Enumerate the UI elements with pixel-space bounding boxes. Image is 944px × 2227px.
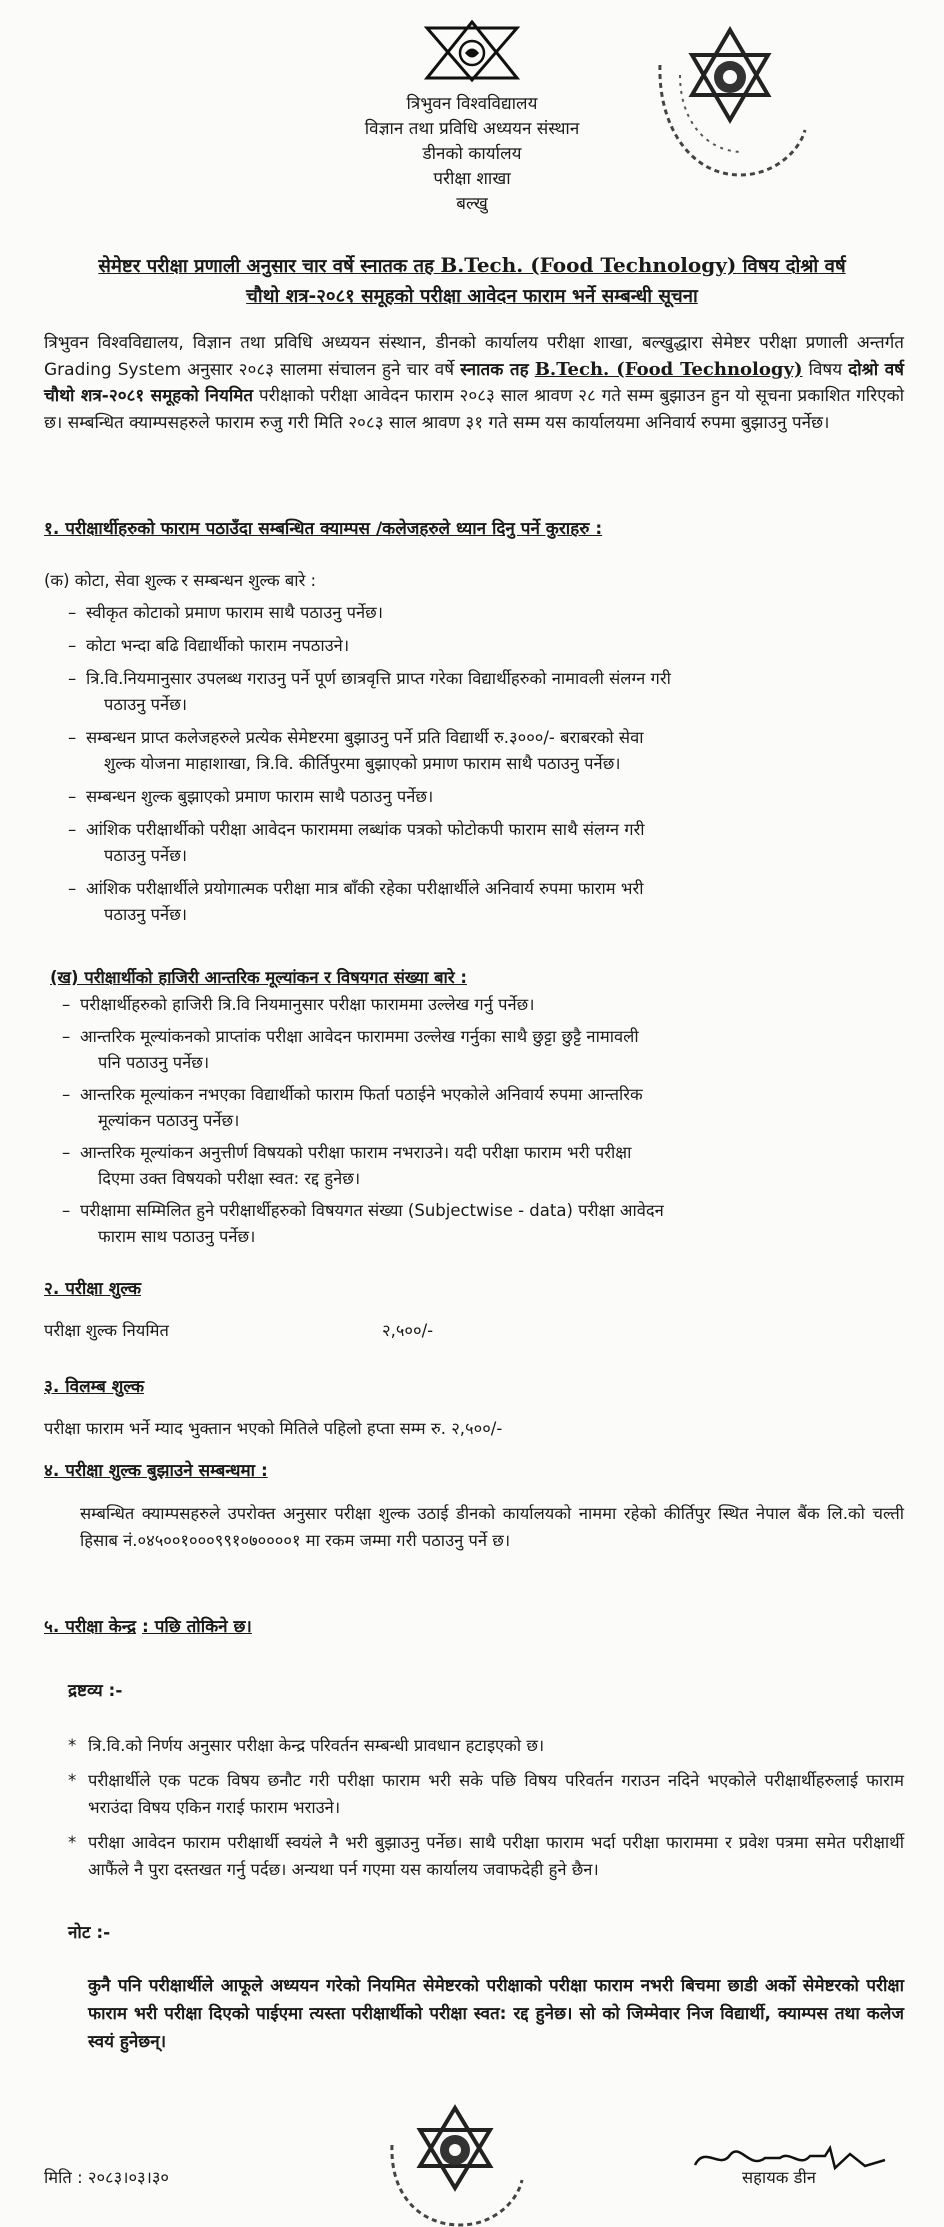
asterisk-icon: * [68,1771,77,1790]
list-item-line: दिएमा उक्त विषयको परीक्षा स्वत: रद्द हुनेछ। [98,1169,361,1188]
title-part-c: विषय दोश्रो वर्ष [742,256,846,277]
list-item-line: सम्बन्धन प्राप्त कलेजहरुले प्रत्येक सेमेष्टरमा बुझाउनु पर्ने प्रति विद्यार्थी रु.३०००/- बराबरको सेवा [86,728,644,747]
list-dash: – [68,636,77,655]
list-item [68,633,888,659]
list-item-line: पठाउनु पर्नेछ। [104,695,188,714]
list-dash: – [68,820,77,839]
header-institute: विज्ञान तथा प्रविधि अध्ययन संस्थान [364,119,580,139]
list-item [68,876,888,928]
list-item-line: फाराम साथ पठाउनु पर्नेछ। [98,1227,256,1246]
intro-paragraph: त्रिभुवन विश्वविद्यालय, विज्ञान तथा प्रविधि अध्ययन संस्थान, डीनको कार्यालय परीक्षा शाखा, बल्खुद्धारा सेमेष्टर परीक्षा प्रणाली अन्तर्गत Grading System अनुसार २०८३ सालमा संचालन हुने चार वर्षे स्नातक तह B.Tech. (Food Technology) विषय दोश्रो वर्ष चौथो शत्र-२०८१ समूहको नियमित परीक्षाको परीक्षा आवेदन फाराम २०८३ साल श्रावण २८ गते सम्म बुझाउन हुन यो सूचना प्रकाशित गरिएको छ। सम्बन्धित क्याम्पसहरुले फाराम रुजु गरी मिति २०८३ साल श्रावण ३१ गते सम्म यस कार्यालयमा अनिवार्य रुपमा बुझाउनु पर्नेछ। [44,333,905,433]
list-item [68,817,888,869]
tu-logo [423,20,521,82]
issue-date: मिति : २०८३।०३।३० [44,2168,170,2187]
section-3-heading: ३. विलम्ब शुल्क [44,1377,145,1397]
header-section: परीक्षा शाखा [433,169,511,189]
title-line-2: चौथो शत्र-२०८१ समूहको परीक्षा आवेदन फाराम भर्ने सम्बन्धी सूचना [246,286,698,307]
list-item [68,600,888,626]
note-item-text: त्रि.वि.को निर्णय अनुसार परीक्षा केन्द्र परिवर्तन सम्बन्धी प्रावधान हटाइएको छ। [88,1736,545,1755]
bottom-seal-stamp [380,2100,530,2227]
list-item-line: त्रि.वि.नियमानुसार उपलब्ध गराउनु पर्ने पूर्ण छात्रवृत्ति प्राप्त गरेका विद्यार्थीहरुको नामावली संलग्न गरी [86,669,671,688]
list-dash: – [68,728,77,747]
exam-fee-amount: २,५००/- [382,1321,434,1340]
list-item [68,784,888,810]
list-item-line: आंशिक परीक्षार्थीको परीक्षा आवेदन फाराममा लब्धांक पत्रको फोटोकपी फाराम साथै संलग्न गरी [86,820,645,839]
note-heading: नोट :- [68,1923,111,1943]
list-item [62,1198,892,1250]
list-dash: – [62,1085,71,1104]
note-item [68,1767,904,1821]
late-fee-text: परीक्षा फाराम भर्ने म्याद भुक्तान भएको मितिले पहिलो हप्ता सम्म रु. २,५००/- [44,1419,503,1438]
note-item-text: परीक्षा आवेदन फाराम परीक्षार्थी स्वयंले नै भरी बुझाउनु पर्नेछ। साथै परीक्षा फाराम भर्दा परीक्षा फाराममा र प्रवेश पत्रमा समेत परीक्षार्थी आफैंले नै पुरा दस्तखत गर्नु पर्दछ। अन्यथा पर्न गएमा यस कार्यालय जवाफदेही हुने छैन। [88,1833,904,1879]
notes-heading: द्रष्टव्य :- [68,1681,123,1701]
list-item-line: पठाउनु पर्नेछ। [104,846,188,865]
list-item-line: पठाउनु पर्नेछ। [104,905,188,924]
list-dash: – [68,879,77,898]
list-item-line: आन्तरिक मूल्यांकनको प्राप्तांक परीक्षा आवेदन फाराममा उल्लेख गर्नुका साथै छुट्टा छुट्टै नामावली [80,1027,639,1046]
list-item-line: आन्तरिक मूल्यांकन नभएका विद्यार्थीको फाराम फिर्ता पठाईने भएकोले अनिवार्य रुपमा आन्तरिक [80,1085,643,1104]
fee-payment-text: सम्बन्धित क्याम्पसहरुले उपरोक्त अनुसार परीक्षा शुल्क उठाई डीनको कार्यालयको नाममा रहेको कीर्तिपुर स्थित नेपाल बैंक लि.को चल्ती हिसाब नं.०४५००१०००९९१०७००००१ मा रकम जम्मा गरी पठाउनु पर्ने छ। [80,1504,904,1550]
header-office: डीनको कार्यालय [422,144,522,164]
asterisk-icon: * [68,1736,77,1755]
list-item-line: परीक्षार्थीहरुको हाजिरी त्रि.वि नियमानुसार परीक्षा फाराममा उल्लेख गर्नु पर्नेछ। [80,995,535,1014]
list-item-line: परीक्षामा सम्मिलित हुने परीक्षार्थीहरुको विषयगत संख्या (Subjectwise - data) परीक्षा आवेदन [80,1201,664,1220]
list-item [68,725,888,777]
section-1a-heading: (क) कोटा, सेवा शुल्क र सम्बन्धन शुल्क बारे : [44,571,317,590]
list-dash: – [68,603,77,622]
section-2-heading: २. परीक्षा शुल्क [44,1279,142,1299]
header-location: बल्खु [456,194,488,214]
section-5-heading: ५. परीक्षा केन्द्र : पछि तोकिने छ। [44,1617,252,1637]
note-item [68,1732,904,1759]
list-item [62,992,892,1018]
list-item-line: सम्बन्धन शुल्क बुझाएको प्रमाण फाराम साथै पठाउनु पर्नेछ। [86,787,434,806]
title-part-a: सेमेष्टर परीक्षा प्रणाली अनुसार चार वर्षे स्नातक तह [98,256,434,277]
list-item [62,1082,892,1134]
list-item [62,1024,892,1076]
section-1b-heading: (ख) परीक्षार्थीको हाजिरी आन्तरिक मूल्यांकन र विषयगत संख्या बारे : [50,968,467,987]
list-item-line: आंशिक परीक्षार्थीले प्रयोगात्मक परीक्षा मात्र बाँकी रहेका परीक्षार्थीले अनिवार्य रुपमा फाराम भरी [86,879,644,898]
header-block [0,92,944,217]
exam-fee-label: परीक्षा शुल्क नियमित [44,1321,169,1340]
list-item-line: स्वीकृत कोटाको प्रमाण फाराम साथै पठाउनु पर्नेछ। [86,603,383,622]
asterisk-icon: * [68,1833,77,1852]
section-1-heading: १. परीक्षार्थीहरुको फाराम पठाउँदा सम्बन्धित क्याम्पस /कलेजहरुले ध्यान दिनु पर्ने कुराहरु : [44,519,603,539]
list-dash: – [62,1143,71,1162]
list-dash: – [68,787,77,806]
list-dash: – [62,995,71,1014]
list-dash: – [62,1027,71,1046]
list-item-line: आन्तरिक मूल्यांकन अनुत्तीर्ण विषयको परीक्षा फाराम नभराउने। यदी परीक्षा फाराम भरी परीक्षा [80,1143,632,1162]
note-text: कुनै पनि परीक्षार्थीले आफूले अध्ययन गरेको नियमित सेमेष्टरको परीक्षाको परीक्षा फाराम नभरी बिचमा छाडी अर्को सेमेष्टरको परीक्षा फाराम भरी परीक्षा दिएको पाईएमा त्यस्ता परीक्षार्थीको परीक्षा स्वत: रद्द हुनेछ। सो को जिम्मेवार निज विद्यार्थी, क्याम्पस तथा कलेज स्वयं हुनेछन्। [88,1976,904,2052]
header-university: त्रिभुवन विश्वविद्यालय [406,94,538,114]
section-4-heading: ४. परीक्षा शुल्क बुझाउने सम्बन्धमा : [44,1461,268,1481]
list-dash: – [68,669,77,688]
notice-title [0,250,944,312]
list-item-line: पनि पठाउनु पर्नेछ। [98,1053,210,1072]
list-item [62,1140,892,1192]
list-dash: – [62,1201,71,1220]
list-item [68,666,888,718]
list-item-line: कोटा भन्दा बढि विद्यार्थीको फाराम नपठाउने। [86,636,350,655]
list-item-line: शुल्क योजना माहाशाखा, त्रि.वि. कीर्तिपुरमा बुझाएको प्रमाण फाराम साथै पठाउनु पर्नेछ। [104,754,621,773]
note-item-text: परीक्षार्थीले एक पटक विषय छनौट गरी परीक्षा फाराम भरी सके पछि विषय परिवर्तन गराउन नदिने भएकोले परीक्षार्थीहरुलाई फाराम भराउंदा विषय एकिन गराई फाराम भराउने। [88,1771,904,1817]
title-program: B.Tech. (Food Technology) [440,253,737,277]
list-item-line: मूल्यांकन पठाउनु पर्नेछ। [98,1111,240,1130]
note-item [68,1829,904,1883]
signatory-title: सहायक डीन [742,2168,816,2187]
